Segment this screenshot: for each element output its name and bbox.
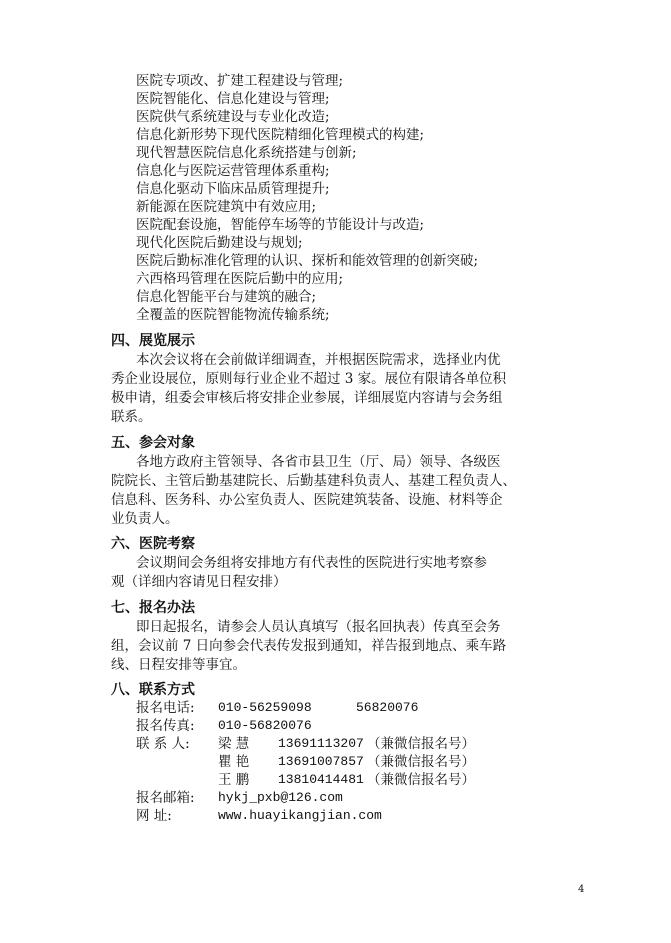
fax-number: 010-56820076 (218, 718, 312, 733)
section-heading-registration: 七、报名办法 (111, 600, 195, 616)
email-label: 报名邮箱: (136, 790, 195, 806)
phone-number: 56820076 (356, 700, 419, 715)
topic-item: 信息化智能平台与建筑的融合; (136, 289, 317, 305)
website-link[interactable]: www.huayikangjian.com (218, 808, 382, 823)
contact-person-name: 梁 慧 (218, 736, 250, 752)
contact-person-note: （兼微信报名号） (367, 772, 475, 788)
topic-item: 医院后勤标准化管理的认识、探析和能效管理的创新突破; (136, 253, 479, 269)
contact-person-phone: 13691113207 (278, 736, 364, 751)
paragraph-line: 业负责人。 (111, 511, 179, 527)
topic-item: 医院智能化、信息化建设与管理; (136, 91, 330, 107)
topic-item: 信息化新形势下现代医院精细化管理模式的构建; (136, 127, 425, 143)
topic-item: 医院供气系统建设与专业化改造; (136, 109, 330, 125)
topic-item: 六西格玛管理在医院后勤中的应用; (136, 271, 344, 287)
topic-item: 现代智慧医院信息化系统搭建与创新; (136, 145, 357, 161)
paragraph-line: 即日起报名，请参会人员认真填写（报名回执表）传真至会务 (136, 619, 501, 635)
topic-item: 医院配套设施，智能停车场等的节能设计与改造; (136, 217, 425, 233)
contact-person-label: 联 系 人: (136, 736, 190, 752)
section-heading-visit: 六、医院考察 (111, 536, 195, 552)
topic-item: 医院专项改、扩建工程建设与管理; (136, 73, 344, 89)
website-label: 网 址: (136, 808, 172, 824)
contact-person-name: 王 鹏 (218, 772, 250, 788)
section-heading-attendees: 五、参会对象 (111, 435, 195, 451)
topic-item: 新能源在医院建筑中有效应用; (136, 199, 317, 215)
contact-person-note: （兼微信报名号） (367, 754, 475, 770)
email-address[interactable]: hykj_pxb@126.com (218, 790, 343, 805)
topic-item: 信息化与医院运营管理体系重构; (136, 163, 330, 179)
section-heading-exhibition: 四、展览展示 (111, 333, 195, 349)
contact-person-phone: 13810414481 (278, 772, 364, 787)
contact-person-name: 瞿 艳 (218, 754, 250, 770)
phone-label: 报名电话: (136, 700, 195, 716)
paragraph-line: 极申请，组委会审核后将安排企业参展，详细展览内容请与会务组 (111, 390, 503, 406)
paragraph-line: 观（详细内容请见日程安排） (111, 574, 287, 590)
paragraph-line: 本次会议将在会前做详细调查，并根据医院需求，选择业内优 (136, 352, 501, 368)
fax-label: 报名传真: (136, 718, 195, 734)
contact-person-note: （兼微信报名号） (367, 736, 475, 752)
topic-item: 全覆盖的医院智能物流传输系统; (136, 307, 330, 323)
paragraph-line: 各地方政府主管领导、各省市县卫生（厅、局）领导、各级医 (136, 454, 501, 470)
paragraph-line: 会议期间会务组将安排地方有代表性的医院进行实地考察参 (136, 555, 487, 571)
topic-item: 现代化医院后勤建设与规划; (136, 235, 303, 251)
paragraph-line: 院院长、主管后勤基建院长、后勤基建科负责人、基建工程负责人、 (111, 473, 516, 489)
paragraph-line: 信息科、医务科、办公室负责人、医院建筑装备、设施、材料等企 (111, 492, 503, 508)
page-number: 4 (578, 884, 585, 895)
contact-person-phone: 13691007857 (278, 754, 364, 769)
topic-item: 信息化驱动下临床品质管理提升; (136, 181, 330, 197)
paragraph-line: 秀企业设展位，原则每行业企业不超过 3 家。展位有限请各单位积 (111, 371, 507, 387)
paragraph-line: 组，会议前 7 日向参会代表传发报到通知，祥告报到地点、乘车路 (111, 638, 507, 654)
phone-number: 010-56259098 (218, 700, 312, 715)
paragraph-line: 联系。 (111, 409, 152, 425)
paragraph-line: 线、日程安排等事宜。 (111, 657, 246, 673)
section-heading-contact: 八、联系方式 (111, 682, 195, 698)
